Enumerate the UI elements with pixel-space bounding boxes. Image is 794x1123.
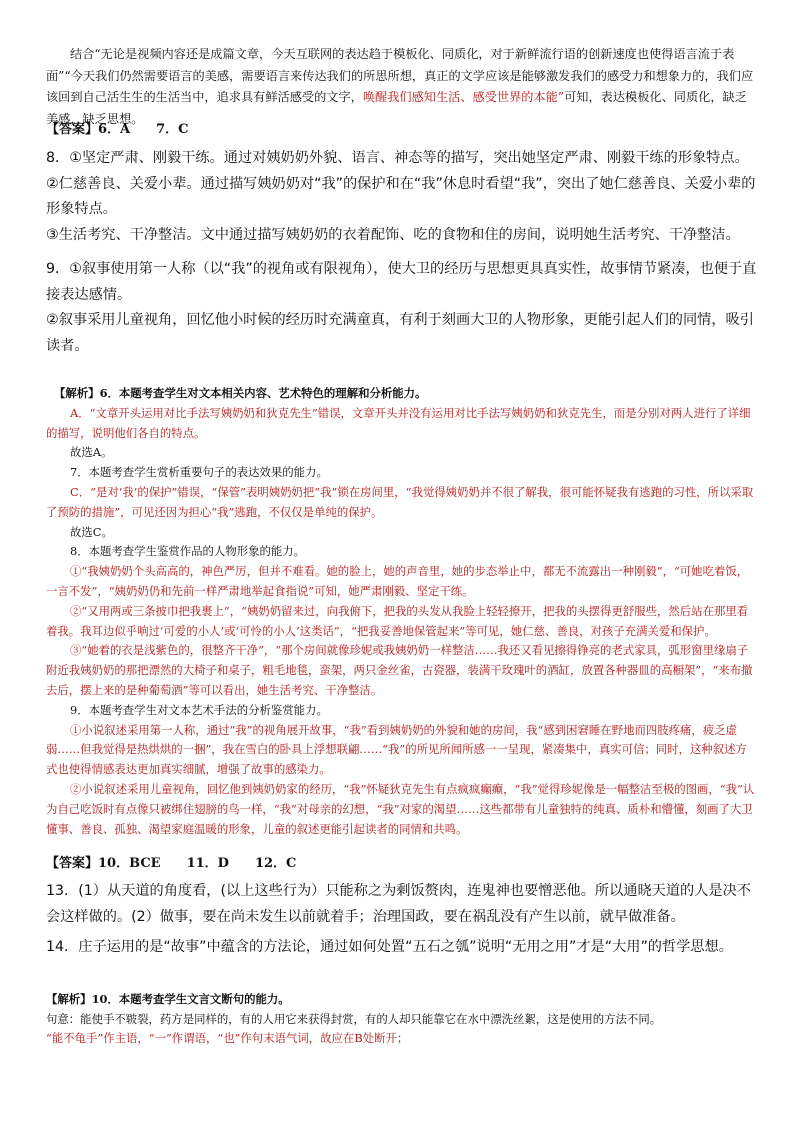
analysis-6-option-a: A．“文章开头运用对比手法写姨奶奶和狄克先生”错误，文章开头并没有运用对比手法写姨奶奶和狄克先生，而是分别对两人进行了详细的描写，说明他们各自的特点。: [46, 405, 751, 440]
analysis-6-choice: 故选A。: [70, 445, 113, 460]
analysis-6-9: [46, 384, 758, 839]
analysis-10: [46, 990, 758, 1049]
analysis-8-point-1: ①“我姨奶奶个头高高的，神色严厉，但并不难看。她的脸上，她的声音里，她的步态举止中，都无不流露出一种刚毅”，“可她吃着饭，一言不发”，“姨奶奶仍和先前一样严肃地举起食指说”可知，她严肃刚毅、坚定干练。: [46, 564, 749, 598]
analysis-9-point-1: ①小说叙述采用第一人称，通过“我”的视角展开故事，“我”看到姨奶奶的外貌和她的房间，我“感到困窘睡在野地而四肢疼痛，疲乏虚弱……但我觉得是热烘烘的一捆”，我在雪白的卧具上浮想联翩……“我”的所见所闻所感一一呈现，紧凑集中，真实可信；同时，这种叙述方式也使得情感表达更加真实细腻，增强了故事的感染力。: [46, 722, 747, 777]
analysis-heading-9: 9．本题考查学生对文本艺术手法的分析鉴赏能力。: [70, 702, 328, 717]
analysis-heading-6: 【解析】6．本题考查学生对文本相关内容、艺术特色的理解和分析能力。: [54, 386, 427, 400]
analysis-8-point-3: ③“她着的衣是浅紫色的，很整齐干净”，“那个房间就像珍妮或我姨奶奶一样整洁……我还又看见擦得铮亮的老式家具，弧形窗里缘扇子附近我姨奶奶的那把漂然的大椅子和桌子，粗毛地毯，蛮架，两只金丝雀，古瓷器，装满干玫瑰叶的酒缸，放置各种器皿的高橱架”，“来布撤去后，摆上来的是种葡萄酒”等可以看出，她生活考究、干净整洁。: [46, 643, 753, 697]
answer-13: 13．(1）从天道的角度看，(以上这些行为）只能称之为剩饭赘肉，连鬼神也要憎恶他。所以通晓天道的人是决不会这样做的。(2）做事，要在尚未发生以前就着手；治理国政，要在祸乱没有产生以前，就早做准备。: [46, 883, 751, 925]
analysis-8-point-2: ②“又用两或三条披巾把我裹上”，“姨奶奶留来过，向我俯下，把我的头发从我脸上轻轻撩开，把我的头摆得更舒服些，然后站在那里看着我。我耳边似乎响过‘可爱的小人’或‘可怜的小人’这类话”，“把我妥善地保管起来”等可见，她仁慈、善良，对孩子充满关爱和保护。: [46, 603, 749, 638]
answer-8-point-3: ③生活考究、干净整洁。文中通过描写姨奶奶的衣着配饰、吃的食物和住的房间，说明她生活考究、干净整洁。: [46, 226, 740, 243]
analysis-heading-7: 7．本题考查学生赏析重要句子的表达效果的能力。: [70, 465, 328, 480]
answer-key-10-12: 【答案】10．BCE 11．D 12．C: [46, 856, 297, 871]
conclusion-quote-highlight: 唤醒我们感知生活、感受世界的本能”: [362, 90, 565, 105]
conclusion-text: 结合“无论是视频内容还是成篇文章，今天互联网的表达趋于模板化、同质化，对于新鲜流行语的创新速度也使得语言流于表面”“今天我们仍然需要语言的美感，需要语言来传达我们的所思所想，真正的文学应该是能够激发我们的感受力和想象力的，我们应该回到自己活生生的生活当中，追求具有鲜活感受的文字，: [46, 47, 754, 105]
answer-14: 14．庄子运用的是“故事”中蕴含的方法论，通过如何处置“五石之瓠”说明“无用之用”才是“大用”的哲学思想。: [46, 939, 733, 955]
analysis-10-translation: 句意：能使手不皲裂，药方是同样的，有的人用它来获得封赏，有的人却只能靠它在水中漂洗丝絮，这是使用的方法不同。: [46, 1011, 662, 1026]
answer-key-6-7: 【答案】6．A 7．C: [46, 122, 189, 137]
answer-9: [46, 257, 758, 359]
analysis-10-reasoning: “能不龟手”作主语，“一”作谓语，“也”作句末语气词，故应在B处断开；: [46, 1031, 409, 1046]
answer-9-point-2: ②叙事采用儿童视角，回忆他小时候的经历时充满童真，有利于刻画大卫的人物形象，更能引起人们的同情，吸引读者。: [46, 312, 754, 354]
answer-8-point-1: 8．①坚定严肃、刚毅干练。通过对姨奶奶外貌、语言、神态等的描写，突出她坚定严肃、刚毅干练的形象特点。: [46, 150, 749, 166]
answer-9-point-1: 9．①叙事使用第一人称（以“我”的视角或有限视角），使大卫的经历与思想更具真实性，故事情节紧凑，也便于直接表达感情。: [46, 261, 757, 303]
analysis-heading-8: 8．本题考查学生鉴赏作品的人物形象的能力。: [70, 544, 306, 559]
answer-8-point-2: ②仁慈善良、关爱小辈。通过描写姨奶奶对“我”的保护和在“我”休息时看望“我”，突出了她仁慈善良、关爱小辈的形象特点。: [46, 175, 756, 218]
analysis-9-point-2: ②小说叙述采用儿童视角，回忆他到姨奶奶家的经历，“我”怀疑狄克先生有点疯疯癫癫，“我”觉得珍妮像是一幅整洁至极的图画，“我”认为自己吃饭时有点像只被绑住翅膀的鸟一样，“我”对母亲的幻想，“我”对家的渴望……这些都带有儿童独特的纯真、质朴和懵懂，刻画了大卫懂事、善良、孤独、渴望家庭温暖的形象，儿童的叙述更能引起读者的同情和共鸣。: [46, 781, 755, 836]
analysis-7-option-c: C．“是对‘我’的保护”错误，“保管”表明姨奶奶把“我”锁在房间里，“我觉得姨奶奶并不很了解我，很可能怀疑我有逃跑的习性，所以采取了预防的措施”，可见还因为担心“我”逃跑，不仅仅是单纯的保护。: [46, 484, 754, 519]
analysis-heading-10: 【解析】10．本题考查学生文言文断句的能力。: [46, 992, 290, 1006]
conclusion-end: 可知，表达模板化、同质化，缺乏美感，缺乏思想。: [46, 90, 747, 126]
analysis-7-choice: 故选C。: [70, 524, 113, 539]
answer-8: [46, 146, 758, 248]
